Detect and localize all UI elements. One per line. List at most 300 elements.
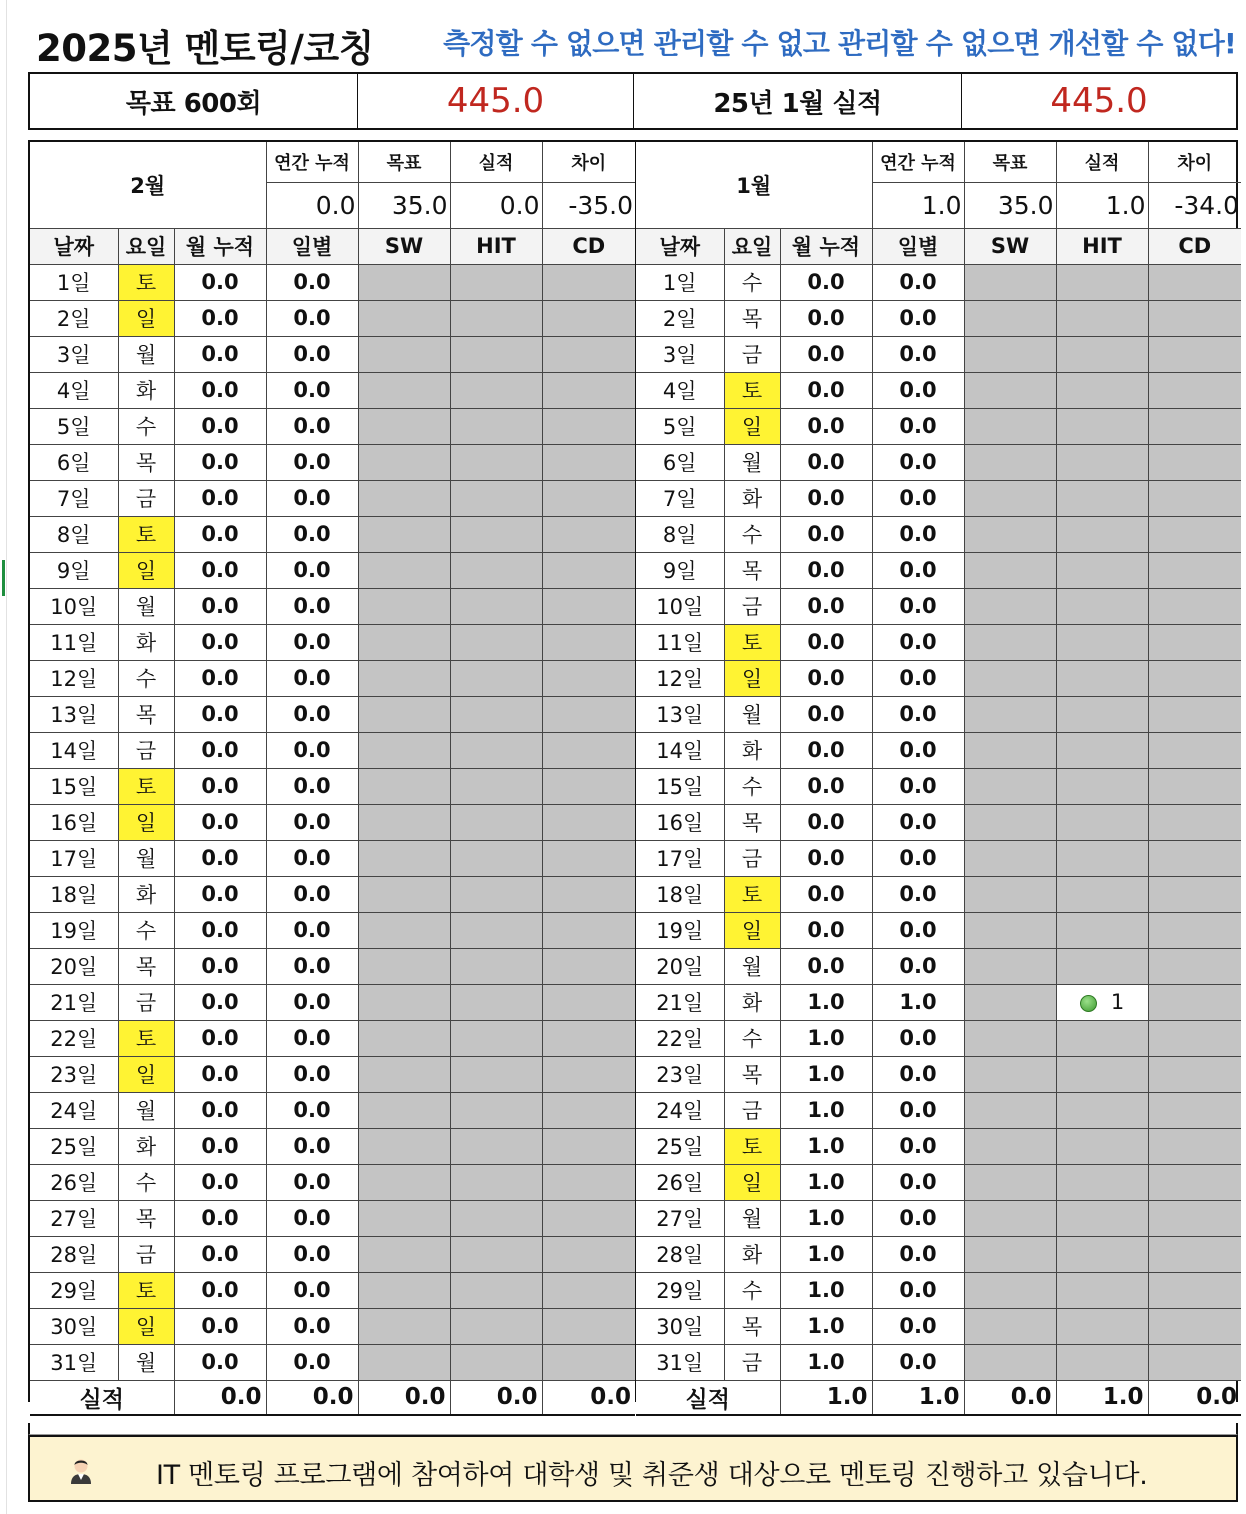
month-cum-col-header[interactable]: 월 누적: [174, 228, 266, 264]
date-cell[interactable]: 25일: [30, 1128, 118, 1164]
dow-cell[interactable]: 화: [724, 480, 780, 516]
cd-cell[interactable]: [1148, 696, 1241, 732]
date-cell[interactable]: 9일: [636, 552, 724, 588]
hit-cell[interactable]: [1056, 552, 1148, 588]
cd-cell[interactable]: [542, 840, 635, 876]
hit-cell[interactable]: [1056, 1272, 1148, 1308]
hit-cell[interactable]: [450, 588, 542, 624]
cd-cell[interactable]: [1148, 1056, 1241, 1092]
month-cum-cell[interactable]: 0.0: [780, 408, 872, 444]
cd-cell[interactable]: [1148, 1164, 1241, 1200]
date-cell[interactable]: 3일: [30, 336, 118, 372]
hit-cell[interactable]: [1056, 1092, 1148, 1128]
hit-cell[interactable]: [1056, 732, 1148, 768]
cd-cell[interactable]: [1148, 876, 1241, 912]
cd-cell[interactable]: [1148, 840, 1241, 876]
sw-cell[interactable]: [964, 912, 1056, 948]
hit-cell[interactable]: [1056, 480, 1148, 516]
daily-cell[interactable]: 0.0: [872, 300, 964, 336]
sw-cell[interactable]: [358, 840, 450, 876]
month-cum-cell[interactable]: 1.0: [780, 1308, 872, 1344]
cd-cell[interactable]: [1148, 1344, 1241, 1380]
dow-cell[interactable]: 토: [118, 1272, 174, 1308]
hit-cell[interactable]: [1056, 912, 1148, 948]
dow-cell[interactable]: 목: [118, 444, 174, 480]
dow-cell[interactable]: 월: [724, 948, 780, 984]
month-cum-cell[interactable]: 0.0: [174, 912, 266, 948]
hit-cell[interactable]: [450, 732, 542, 768]
dow-cell[interactable]: 금: [724, 336, 780, 372]
sw-cell[interactable]: [964, 1200, 1056, 1236]
month-title[interactable]: 1월: [636, 142, 872, 228]
daily-cell[interactable]: 0.0: [266, 1056, 358, 1092]
sw-cell[interactable]: [964, 1128, 1056, 1164]
hit-cell[interactable]: [450, 1128, 542, 1164]
dow-cell[interactable]: 화: [118, 372, 174, 408]
dow-cell[interactable]: 화: [724, 1236, 780, 1272]
date-cell[interactable]: 21일: [30, 984, 118, 1020]
hit-cell[interactable]: [1056, 1236, 1148, 1272]
cd-cell[interactable]: [542, 624, 635, 660]
dow-cell[interactable]: 목: [724, 1308, 780, 1344]
date-cell[interactable]: 8일: [636, 516, 724, 552]
cd-cell[interactable]: [1148, 948, 1241, 984]
hit-cell[interactable]: [450, 876, 542, 912]
date-cell[interactable]: 12일: [636, 660, 724, 696]
daily-cell[interactable]: 0.0: [872, 1020, 964, 1056]
sw-cell[interactable]: [358, 408, 450, 444]
date-cell[interactable]: 24일: [636, 1092, 724, 1128]
date-cell[interactable]: 29일: [636, 1272, 724, 1308]
goal-value-cell[interactable]: 35.0: [358, 182, 450, 228]
hit-cell[interactable]: [1056, 1056, 1148, 1092]
dow-cell[interactable]: 화: [118, 1128, 174, 1164]
sw-cell[interactable]: [964, 1308, 1056, 1344]
cd-cell[interactable]: [1148, 1128, 1241, 1164]
month-cum-cell[interactable]: 0.0: [174, 336, 266, 372]
dow-cell[interactable]: 일: [118, 804, 174, 840]
daily-cell[interactable]: 0.0: [872, 552, 964, 588]
sw-cell[interactable]: [964, 1020, 1056, 1056]
hit-cell[interactable]: [1056, 624, 1148, 660]
hit-cell[interactable]: [450, 840, 542, 876]
cd-col-header[interactable]: CD: [542, 228, 635, 264]
sw-cell[interactable]: [358, 1200, 450, 1236]
cd-cell[interactable]: [1148, 588, 1241, 624]
dow-cell[interactable]: 월: [724, 444, 780, 480]
sw-cell[interactable]: [358, 516, 450, 552]
hit-cell[interactable]: [1056, 1308, 1148, 1344]
total-daily[interactable]: 0.0: [266, 1380, 358, 1415]
month-cum-cell[interactable]: 0.0: [174, 660, 266, 696]
month-cum-cell[interactable]: 1.0: [780, 1344, 872, 1380]
hit-cell[interactable]: [450, 372, 542, 408]
month-cum-cell[interactable]: 1.0: [780, 1272, 872, 1308]
hit-cell[interactable]: [450, 1092, 542, 1128]
goal-header[interactable]: 목표: [358, 142, 450, 182]
sw-cell[interactable]: [964, 840, 1056, 876]
cd-cell[interactable]: [1148, 660, 1241, 696]
cd-cell[interactable]: [542, 768, 635, 804]
hit-cell[interactable]: [450, 696, 542, 732]
date-cell[interactable]: 31일: [30, 1344, 118, 1380]
dow-cell[interactable]: 수: [118, 1164, 174, 1200]
sw-cell[interactable]: [358, 984, 450, 1020]
dow-cell[interactable]: 토: [724, 1128, 780, 1164]
month-cum-cell[interactable]: 0.0: [780, 840, 872, 876]
daily-cell[interactable]: 0.0: [872, 1272, 964, 1308]
date-cell[interactable]: 16일: [30, 804, 118, 840]
dow-cell[interactable]: 금: [118, 732, 174, 768]
daily-cell[interactable]: 1.0: [872, 984, 964, 1020]
sw-cell[interactable]: [964, 588, 1056, 624]
daily-cell[interactable]: 0.0: [872, 1128, 964, 1164]
hit-cell[interactable]: [1056, 300, 1148, 336]
cd-cell[interactable]: [542, 1200, 635, 1236]
cd-cell[interactable]: [542, 516, 635, 552]
date-cell[interactable]: 16일: [636, 804, 724, 840]
dow-cell[interactable]: 토: [118, 264, 174, 300]
date-cell[interactable]: 27일: [30, 1200, 118, 1236]
month-cum-cell[interactable]: 0.0: [174, 1236, 266, 1272]
cd-cell[interactable]: [1148, 624, 1241, 660]
dow-cell[interactable]: 일: [118, 1056, 174, 1092]
month-cum-cell[interactable]: 0.0: [174, 300, 266, 336]
month-cum-cell[interactable]: 0.0: [174, 588, 266, 624]
dow-cell[interactable]: 월: [118, 1344, 174, 1380]
cd-cell[interactable]: [542, 480, 635, 516]
sw-cell[interactable]: [964, 408, 1056, 444]
annual-cum-header[interactable]: 연간 누적: [872, 142, 964, 182]
month-cum-cell[interactable]: 0.0: [174, 408, 266, 444]
sw-cell[interactable]: [358, 372, 450, 408]
month-cum-cell[interactable]: 0.0: [780, 588, 872, 624]
hit-cell[interactable]: [450, 624, 542, 660]
cd-cell[interactable]: [542, 732, 635, 768]
date-cell[interactable]: 22일: [636, 1020, 724, 1056]
cd-cell[interactable]: [542, 1128, 635, 1164]
date-cell[interactable]: 22일: [30, 1020, 118, 1056]
date-cell[interactable]: 5일: [636, 408, 724, 444]
hit-cell[interactable]: [450, 660, 542, 696]
cd-cell[interactable]: [1148, 444, 1241, 480]
hit-cell[interactable]: [450, 336, 542, 372]
month-cum-cell[interactable]: 0.0: [174, 1272, 266, 1308]
date-cell[interactable]: 1일: [636, 264, 724, 300]
month-cum-cell[interactable]: 0.0: [174, 1020, 266, 1056]
sw-cell[interactable]: [964, 804, 1056, 840]
sw-cell[interactable]: [358, 264, 450, 300]
cd-cell[interactable]: [542, 1056, 635, 1092]
daily-cell[interactable]: 0.0: [266, 444, 358, 480]
sw-cell[interactable]: [964, 1056, 1056, 1092]
cd-cell[interactable]: [542, 264, 635, 300]
dow-cell[interactable]: 수: [724, 1272, 780, 1308]
month-cum-cell[interactable]: 0.0: [174, 1092, 266, 1128]
date-cell[interactable]: 4일: [30, 372, 118, 408]
dow-cell[interactable]: 목: [118, 948, 174, 984]
month-cum-cell[interactable]: 0.0: [780, 516, 872, 552]
hit-cell[interactable]: [450, 912, 542, 948]
date-cell[interactable]: 14일: [30, 732, 118, 768]
total-daily[interactable]: 1.0: [872, 1380, 964, 1415]
daily-cell[interactable]: 0.0: [872, 336, 964, 372]
date-cell[interactable]: 20일: [636, 948, 724, 984]
sw-cell[interactable]: [358, 1020, 450, 1056]
hit-cell[interactable]: [1056, 408, 1148, 444]
total-cd[interactable]: 0.0: [1148, 1380, 1241, 1415]
month-cum-cell[interactable]: 1.0: [780, 1056, 872, 1092]
daily-cell[interactable]: 0.0: [872, 480, 964, 516]
date-cell[interactable]: 19일: [636, 912, 724, 948]
month-cum-cell[interactable]: 0.0: [174, 768, 266, 804]
cd-cell[interactable]: [1148, 264, 1241, 300]
total-label[interactable]: 실적: [636, 1380, 780, 1415]
dow-cell[interactable]: 일: [724, 1164, 780, 1200]
dow-cell[interactable]: 일: [118, 1308, 174, 1344]
cd-cell[interactable]: [1148, 768, 1241, 804]
dow-cell[interactable]: 토: [724, 624, 780, 660]
dow-cell[interactable]: 화: [724, 732, 780, 768]
month-title[interactable]: 2월: [30, 142, 266, 228]
dow-cell[interactable]: 토: [118, 1020, 174, 1056]
cd-col-header[interactable]: CD: [1148, 228, 1241, 264]
month-cum-cell[interactable]: 0.0: [174, 1344, 266, 1380]
month-cum-cell[interactable]: 0.0: [780, 552, 872, 588]
dow-cell[interactable]: 목: [118, 696, 174, 732]
daily-cell[interactable]: 0.0: [872, 696, 964, 732]
sw-cell[interactable]: [358, 444, 450, 480]
cd-cell[interactable]: [542, 696, 635, 732]
cd-cell[interactable]: [542, 1020, 635, 1056]
month-cum-cell[interactable]: 0.0: [780, 372, 872, 408]
date-cell[interactable]: 19일: [30, 912, 118, 948]
dow-col-header[interactable]: 요일: [724, 228, 780, 264]
date-cell[interactable]: 30일: [636, 1308, 724, 1344]
month-cum-cell[interactable]: 1.0: [780, 1020, 872, 1056]
daily-cell[interactable]: 0.0: [872, 732, 964, 768]
month-cum-cell[interactable]: 0.0: [780, 696, 872, 732]
result-label[interactable]: 25년 1월 실적: [634, 74, 962, 128]
date-cell[interactable]: 28일: [636, 1236, 724, 1272]
date-cell[interactable]: 5일: [30, 408, 118, 444]
hit-cell[interactable]: [450, 408, 542, 444]
cd-cell[interactable]: [1148, 1200, 1241, 1236]
dow-cell[interactable]: 일: [118, 300, 174, 336]
hit-cell[interactable]: [1056, 372, 1148, 408]
cd-cell[interactable]: [1148, 552, 1241, 588]
hit-cell[interactable]: [450, 444, 542, 480]
dow-cell[interactable]: 금: [724, 840, 780, 876]
month-cum-cell[interactable]: 0.0: [780, 264, 872, 300]
hit-cell[interactable]: [1056, 984, 1148, 1020]
daily-cell[interactable]: 0.0: [266, 912, 358, 948]
month-cum-cell[interactable]: 0.0: [174, 984, 266, 1020]
sw-cell[interactable]: [964, 444, 1056, 480]
daily-cell[interactable]: 0.0: [266, 372, 358, 408]
daily-cell[interactable]: 0.0: [266, 876, 358, 912]
daily-cell[interactable]: 0.0: [266, 300, 358, 336]
daily-cell[interactable]: 0.0: [872, 372, 964, 408]
sw-cell[interactable]: [964, 984, 1056, 1020]
goal-header[interactable]: 목표: [964, 142, 1056, 182]
sw-cell[interactable]: [964, 876, 1056, 912]
date-cell[interactable]: 24일: [30, 1092, 118, 1128]
hit-cell[interactable]: [1056, 1344, 1148, 1380]
dow-cell[interactable]: 월: [724, 696, 780, 732]
date-cell[interactable]: 12일: [30, 660, 118, 696]
cd-cell[interactable]: [1148, 804, 1241, 840]
sw-cell[interactable]: [964, 1344, 1056, 1380]
total-hit[interactable]: 1.0: [1056, 1380, 1148, 1415]
dow-col-header[interactable]: 요일: [118, 228, 174, 264]
sw-cell[interactable]: [964, 768, 1056, 804]
date-cell[interactable]: 7일: [636, 480, 724, 516]
dow-cell[interactable]: 수: [118, 660, 174, 696]
cd-cell[interactable]: [1148, 480, 1241, 516]
sw-cell[interactable]: [358, 768, 450, 804]
daily-cell[interactable]: 0.0: [266, 660, 358, 696]
sw-cell[interactable]: [358, 1056, 450, 1092]
dow-cell[interactable]: 수: [724, 264, 780, 300]
month-cum-cell[interactable]: 0.0: [174, 624, 266, 660]
dow-cell[interactable]: 수: [724, 516, 780, 552]
cd-cell[interactable]: [1148, 1092, 1241, 1128]
daily-cell[interactable]: 0.0: [872, 588, 964, 624]
daily-cell[interactable]: 0.0: [266, 984, 358, 1020]
goal-value[interactable]: 445.0: [358, 74, 634, 128]
total-cd[interactable]: 0.0: [542, 1380, 635, 1415]
hit-cell[interactable]: [1056, 840, 1148, 876]
daily-cell[interactable]: 0.0: [266, 804, 358, 840]
dow-cell[interactable]: 일: [724, 912, 780, 948]
sw-cell[interactable]: [358, 804, 450, 840]
sw-cell[interactable]: [358, 336, 450, 372]
dow-cell[interactable]: 수: [724, 1020, 780, 1056]
total-sw[interactable]: 0.0: [964, 1380, 1056, 1415]
sw-cell[interactable]: [358, 948, 450, 984]
hit-cell[interactable]: [1056, 1020, 1148, 1056]
daily-cell[interactable]: 0.0: [872, 948, 964, 984]
cd-cell[interactable]: [542, 948, 635, 984]
sw-cell[interactable]: [964, 732, 1056, 768]
month-cum-cell[interactable]: 0.0: [174, 1200, 266, 1236]
cd-cell[interactable]: [1148, 336, 1241, 372]
month-cum-cell[interactable]: 0.0: [780, 948, 872, 984]
dow-cell[interactable]: 일: [118, 552, 174, 588]
daily-cell[interactable]: 0.0: [872, 1092, 964, 1128]
month-cum-cell[interactable]: 0.0: [174, 876, 266, 912]
diff-value-cell[interactable]: -34.0: [1148, 182, 1241, 228]
hit-cell[interactable]: [450, 1236, 542, 1272]
result-value[interactable]: 445.0: [1050, 81, 1148, 121]
daily-cell[interactable]: 0.0: [266, 516, 358, 552]
sw-cell[interactable]: [358, 480, 450, 516]
cd-cell[interactable]: [542, 1092, 635, 1128]
sw-cell[interactable]: [358, 552, 450, 588]
daily-cell[interactable]: 0.0: [872, 912, 964, 948]
date-cell[interactable]: 23일: [30, 1056, 118, 1092]
month-cum-cell[interactable]: 0.0: [780, 732, 872, 768]
total-sw[interactable]: 0.0: [358, 1380, 450, 1415]
total-month-cum[interactable]: 0.0: [174, 1380, 266, 1415]
daily-cell[interactable]: 0.0: [266, 624, 358, 660]
daily-cell[interactable]: 0.0: [872, 1164, 964, 1200]
date-cell[interactable]: 27일: [636, 1200, 724, 1236]
month-cum-cell[interactable]: 1.0: [780, 1128, 872, 1164]
dow-cell[interactable]: 목: [724, 552, 780, 588]
month-cum-cell[interactable]: 0.0: [780, 300, 872, 336]
date-cell[interactable]: 6일: [636, 444, 724, 480]
sw-cell[interactable]: [964, 1272, 1056, 1308]
sw-cell[interactable]: [358, 300, 450, 336]
sw-cell[interactable]: [964, 1164, 1056, 1200]
hit-cell[interactable]: [1056, 1200, 1148, 1236]
date-cell[interactable]: 20일: [30, 948, 118, 984]
cd-cell[interactable]: [1148, 912, 1241, 948]
date-cell[interactable]: 7일: [30, 480, 118, 516]
cd-cell[interactable]: [1148, 732, 1241, 768]
dow-cell[interactable]: 수: [724, 768, 780, 804]
date-cell[interactable]: 15일: [636, 768, 724, 804]
dow-cell[interactable]: 월: [724, 1200, 780, 1236]
dow-cell[interactable]: 토: [118, 516, 174, 552]
cd-cell[interactable]: [1148, 1308, 1241, 1344]
hit-cell[interactable]: [1056, 264, 1148, 300]
hit-cell[interactable]: [450, 300, 542, 336]
sw-col-header[interactable]: SW: [358, 228, 450, 264]
date-cell[interactable]: 13일: [30, 696, 118, 732]
daily-cell[interactable]: 0.0: [266, 1128, 358, 1164]
daily-cell[interactable]: 0.0: [266, 1020, 358, 1056]
date-cell[interactable]: 14일: [636, 732, 724, 768]
hit-cell[interactable]: [450, 1344, 542, 1380]
hit-col-header[interactable]: HIT: [1056, 228, 1148, 264]
date-cell[interactable]: 30일: [30, 1308, 118, 1344]
goal-value-cell[interactable]: 35.0: [964, 182, 1056, 228]
cd-cell[interactable]: [542, 1236, 635, 1272]
total-month-cum[interactable]: 1.0: [780, 1380, 872, 1415]
sw-cell[interactable]: [358, 1164, 450, 1200]
date-cell[interactable]: 1일: [30, 264, 118, 300]
daily-cell[interactable]: 0.0: [266, 948, 358, 984]
cd-cell[interactable]: [542, 660, 635, 696]
daily-cell[interactable]: 0.0: [872, 1344, 964, 1380]
hit-cell[interactable]: [450, 516, 542, 552]
dow-cell[interactable]: 월: [118, 1092, 174, 1128]
sw-cell[interactable]: [358, 1308, 450, 1344]
sw-cell[interactable]: [358, 696, 450, 732]
date-col-header[interactable]: 날짜: [30, 228, 118, 264]
cd-cell[interactable]: [542, 336, 635, 372]
date-cell[interactable]: 3일: [636, 336, 724, 372]
daily-cell[interactable]: 0.0: [872, 1236, 964, 1272]
daily-cell[interactable]: 0.0: [266, 1236, 358, 1272]
sw-cell[interactable]: [964, 480, 1056, 516]
cd-cell[interactable]: [542, 984, 635, 1020]
daily-cell[interactable]: 0.0: [266, 696, 358, 732]
hit-cell[interactable]: [1056, 804, 1148, 840]
cd-cell[interactable]: [542, 372, 635, 408]
daily-cell[interactable]: 0.0: [266, 1164, 358, 1200]
hit-cell[interactable]: [450, 480, 542, 516]
dow-cell[interactable]: 수: [118, 912, 174, 948]
daily-cell[interactable]: 0.0: [266, 1308, 358, 1344]
cd-cell[interactable]: [542, 1272, 635, 1308]
daily-cell[interactable]: 0.0: [266, 1344, 358, 1380]
daily-cell[interactable]: 0.0: [266, 336, 358, 372]
total-label[interactable]: 실적: [30, 1380, 174, 1415]
